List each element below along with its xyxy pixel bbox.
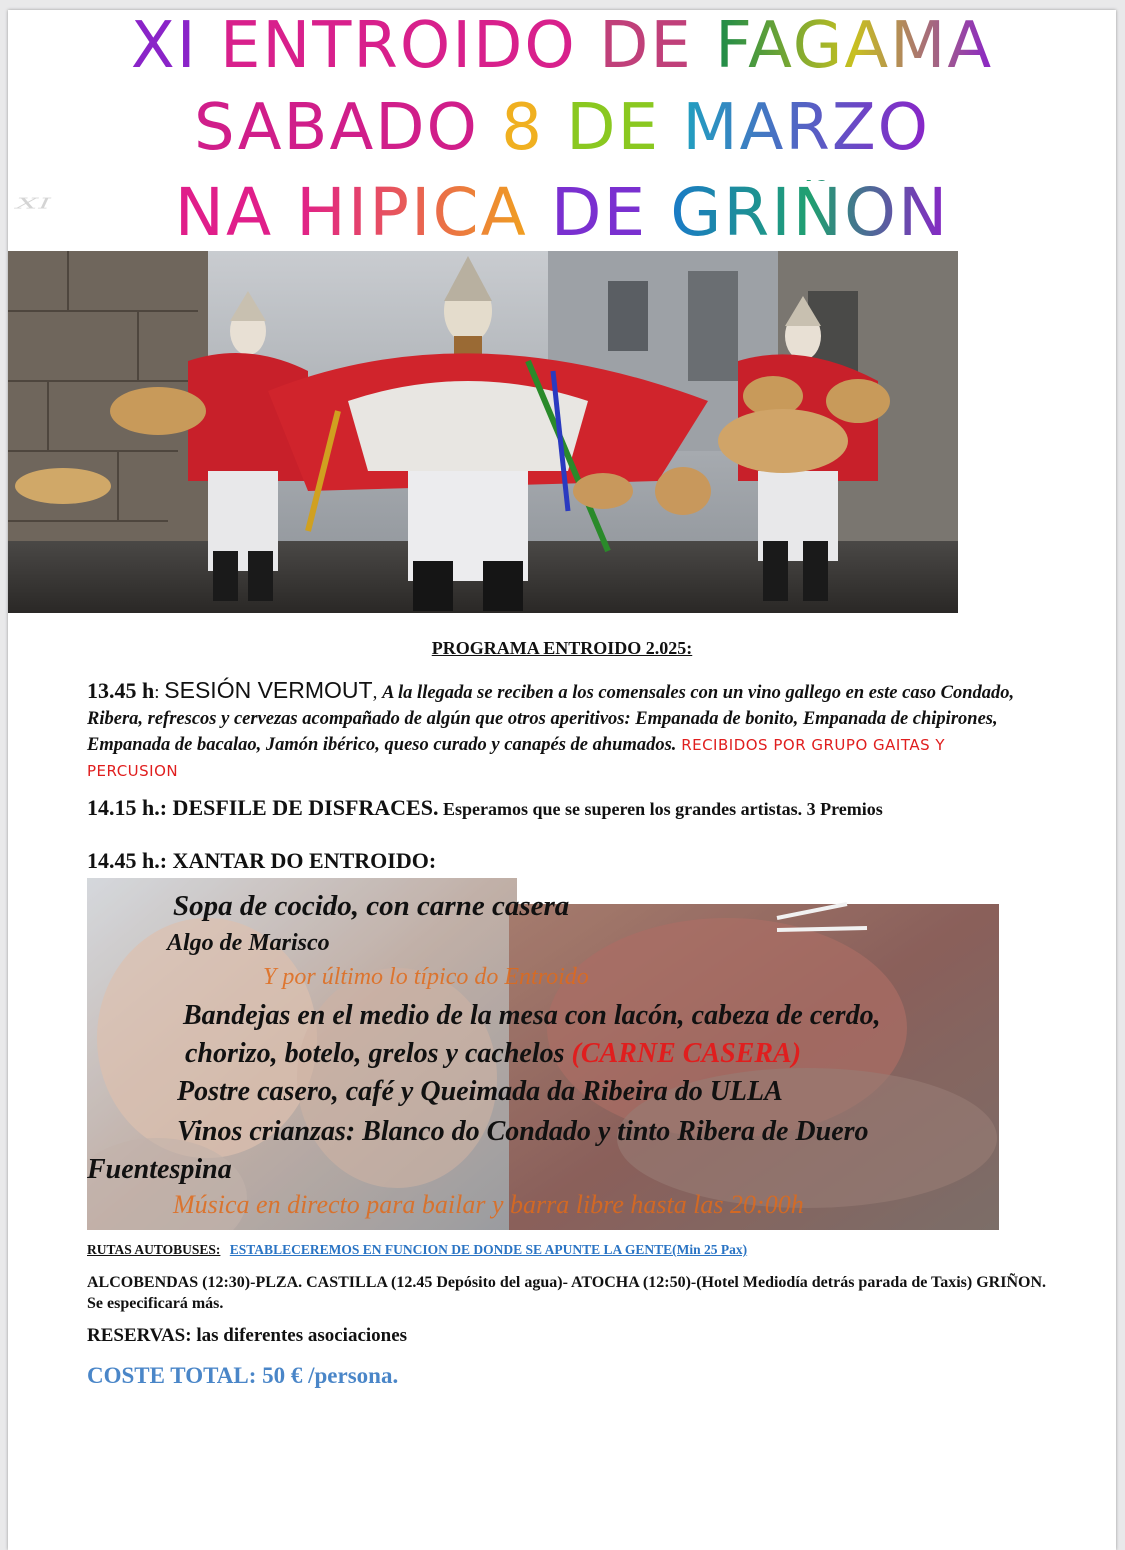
headline-word: MARZO bbox=[682, 91, 931, 165]
headline-line-2 bbox=[8, 91, 1116, 165]
headline-word: 8 bbox=[501, 91, 544, 165]
menu-item: Sopa de cocido, con carne casera bbox=[173, 890, 570, 922]
desfile-text: Esperamos que se superen los grandes artistas. 3 Premios bbox=[442, 799, 883, 819]
vermout-paragraph: 13.45 h: SESIÓN VERMOUT, A la llegada se reciben a los comensales con un vino gallego en este caso Condado, Ribera, refrescos y cervezas acompañado de algún que otros aperitivos: Empanada de bonito, Empanada de chipirones, Empanada de bacalao, Jamón ibérico, queso curado y canapés de ahumados. RECIBIDOS POR GRUPO GAITAS Y PERCUSION bbox=[87, 677, 1015, 780]
desfile-title: 14.15 h.: DESFILE DE DISFRACES. bbox=[87, 795, 439, 820]
headline-word: FAGAMA bbox=[715, 10, 994, 83]
headline-word: HIPICA bbox=[296, 174, 528, 251]
headline-line-1 bbox=[8, 10, 1116, 83]
headline-word: DE bbox=[566, 91, 661, 165]
bus-routes-label: RUTAS AUTOBUSES: bbox=[87, 1242, 221, 1257]
headline-word: SABADO bbox=[193, 91, 479, 165]
menu-item: Vinos crianzas: Blanco do Condado y tinto Ribera de Duero bbox=[177, 1116, 869, 1147]
menu-section bbox=[87, 878, 999, 1230]
total-cost: COSTE TOTAL: 50 € /persona. bbox=[87, 1363, 399, 1388]
menu-item bbox=[185, 1038, 801, 1070]
bus-routes bbox=[87, 1242, 747, 1258]
xantar-title: 14.45 h.: XANTAR DO ENTROIDO: bbox=[87, 848, 437, 873]
headline-line-3 bbox=[8, 174, 1116, 251]
headline-word: DE bbox=[599, 10, 693, 83]
vermout-highlight: RECIBIDOS POR GRUPO GAITAS Y PERCUSION bbox=[87, 736, 946, 780]
menu-item: Fuentespina bbox=[87, 1154, 232, 1185]
menu-item: Postre casero, café y Queimada da Ribeira do ULLA bbox=[177, 1076, 783, 1107]
headline-word: DE bbox=[550, 174, 648, 251]
carne-casera-label: (CARNE CASERA) bbox=[571, 1038, 802, 1069]
desfile-paragraph bbox=[87, 795, 987, 822]
vermout-separator: : bbox=[154, 682, 165, 703]
reflection-text: XI bbox=[11, 194, 56, 213]
vermout-time: 13.45 h bbox=[87, 678, 155, 703]
menu-item: Y por último lo típico do Entroido bbox=[263, 964, 589, 990]
headline-word: XI bbox=[130, 10, 198, 83]
poster-page bbox=[8, 10, 1116, 1550]
bus-schedule: ALCOBENDAS (12:30)-PLZA. CASTILLA (12.45 Depósito del agua)- ATOCHA (12:50)-(Hotel Mediodía detrás parada de Taxis) GRIÑON. Se especificará más. bbox=[87, 1274, 1047, 1312]
headline-word: NA bbox=[174, 174, 274, 251]
menu-item-text: chorizo, botelo, grelos y cachelos bbox=[185, 1038, 565, 1069]
menu-item: Algo de Marisco bbox=[167, 930, 330, 956]
vermout-title: SESIÓN VERMOUT bbox=[164, 677, 373, 703]
reservations: RESERVAS: las diferentes asociaciones bbox=[87, 1325, 408, 1346]
program-title: PROGRAMA ENTROIDO 2.025: bbox=[431, 638, 693, 658]
vermout-description: A la llegada se reciben a los comensales con un vino gallego en este caso Condado, Ribera, refrescos y cervezas acompañado de algún que otros aperitivos: Empanada de bonito, Empanada de chipirones, Empanada de bacalao, Jamón ibérico, queso curado y canapés de ahumados. bbox=[87, 683, 1015, 755]
bus-routes-link[interactable]: ESTABLECEREMOS EN FUNCION DE DONDE SE APUNTE LA GENTE(Min 25 Pax) bbox=[229, 1242, 748, 1257]
headline-word: ENTROIDO bbox=[219, 10, 577, 83]
menu-item: Bandejas en el medio de la mesa con lacón, cabeza de cerdo, bbox=[183, 1000, 881, 1031]
menu-item: Música en directo para bailar y barra libre hasta las 20:00h bbox=[173, 1190, 804, 1219]
carnival-masks-photo bbox=[8, 251, 958, 613]
headline-word: GRIÑON bbox=[670, 174, 950, 251]
